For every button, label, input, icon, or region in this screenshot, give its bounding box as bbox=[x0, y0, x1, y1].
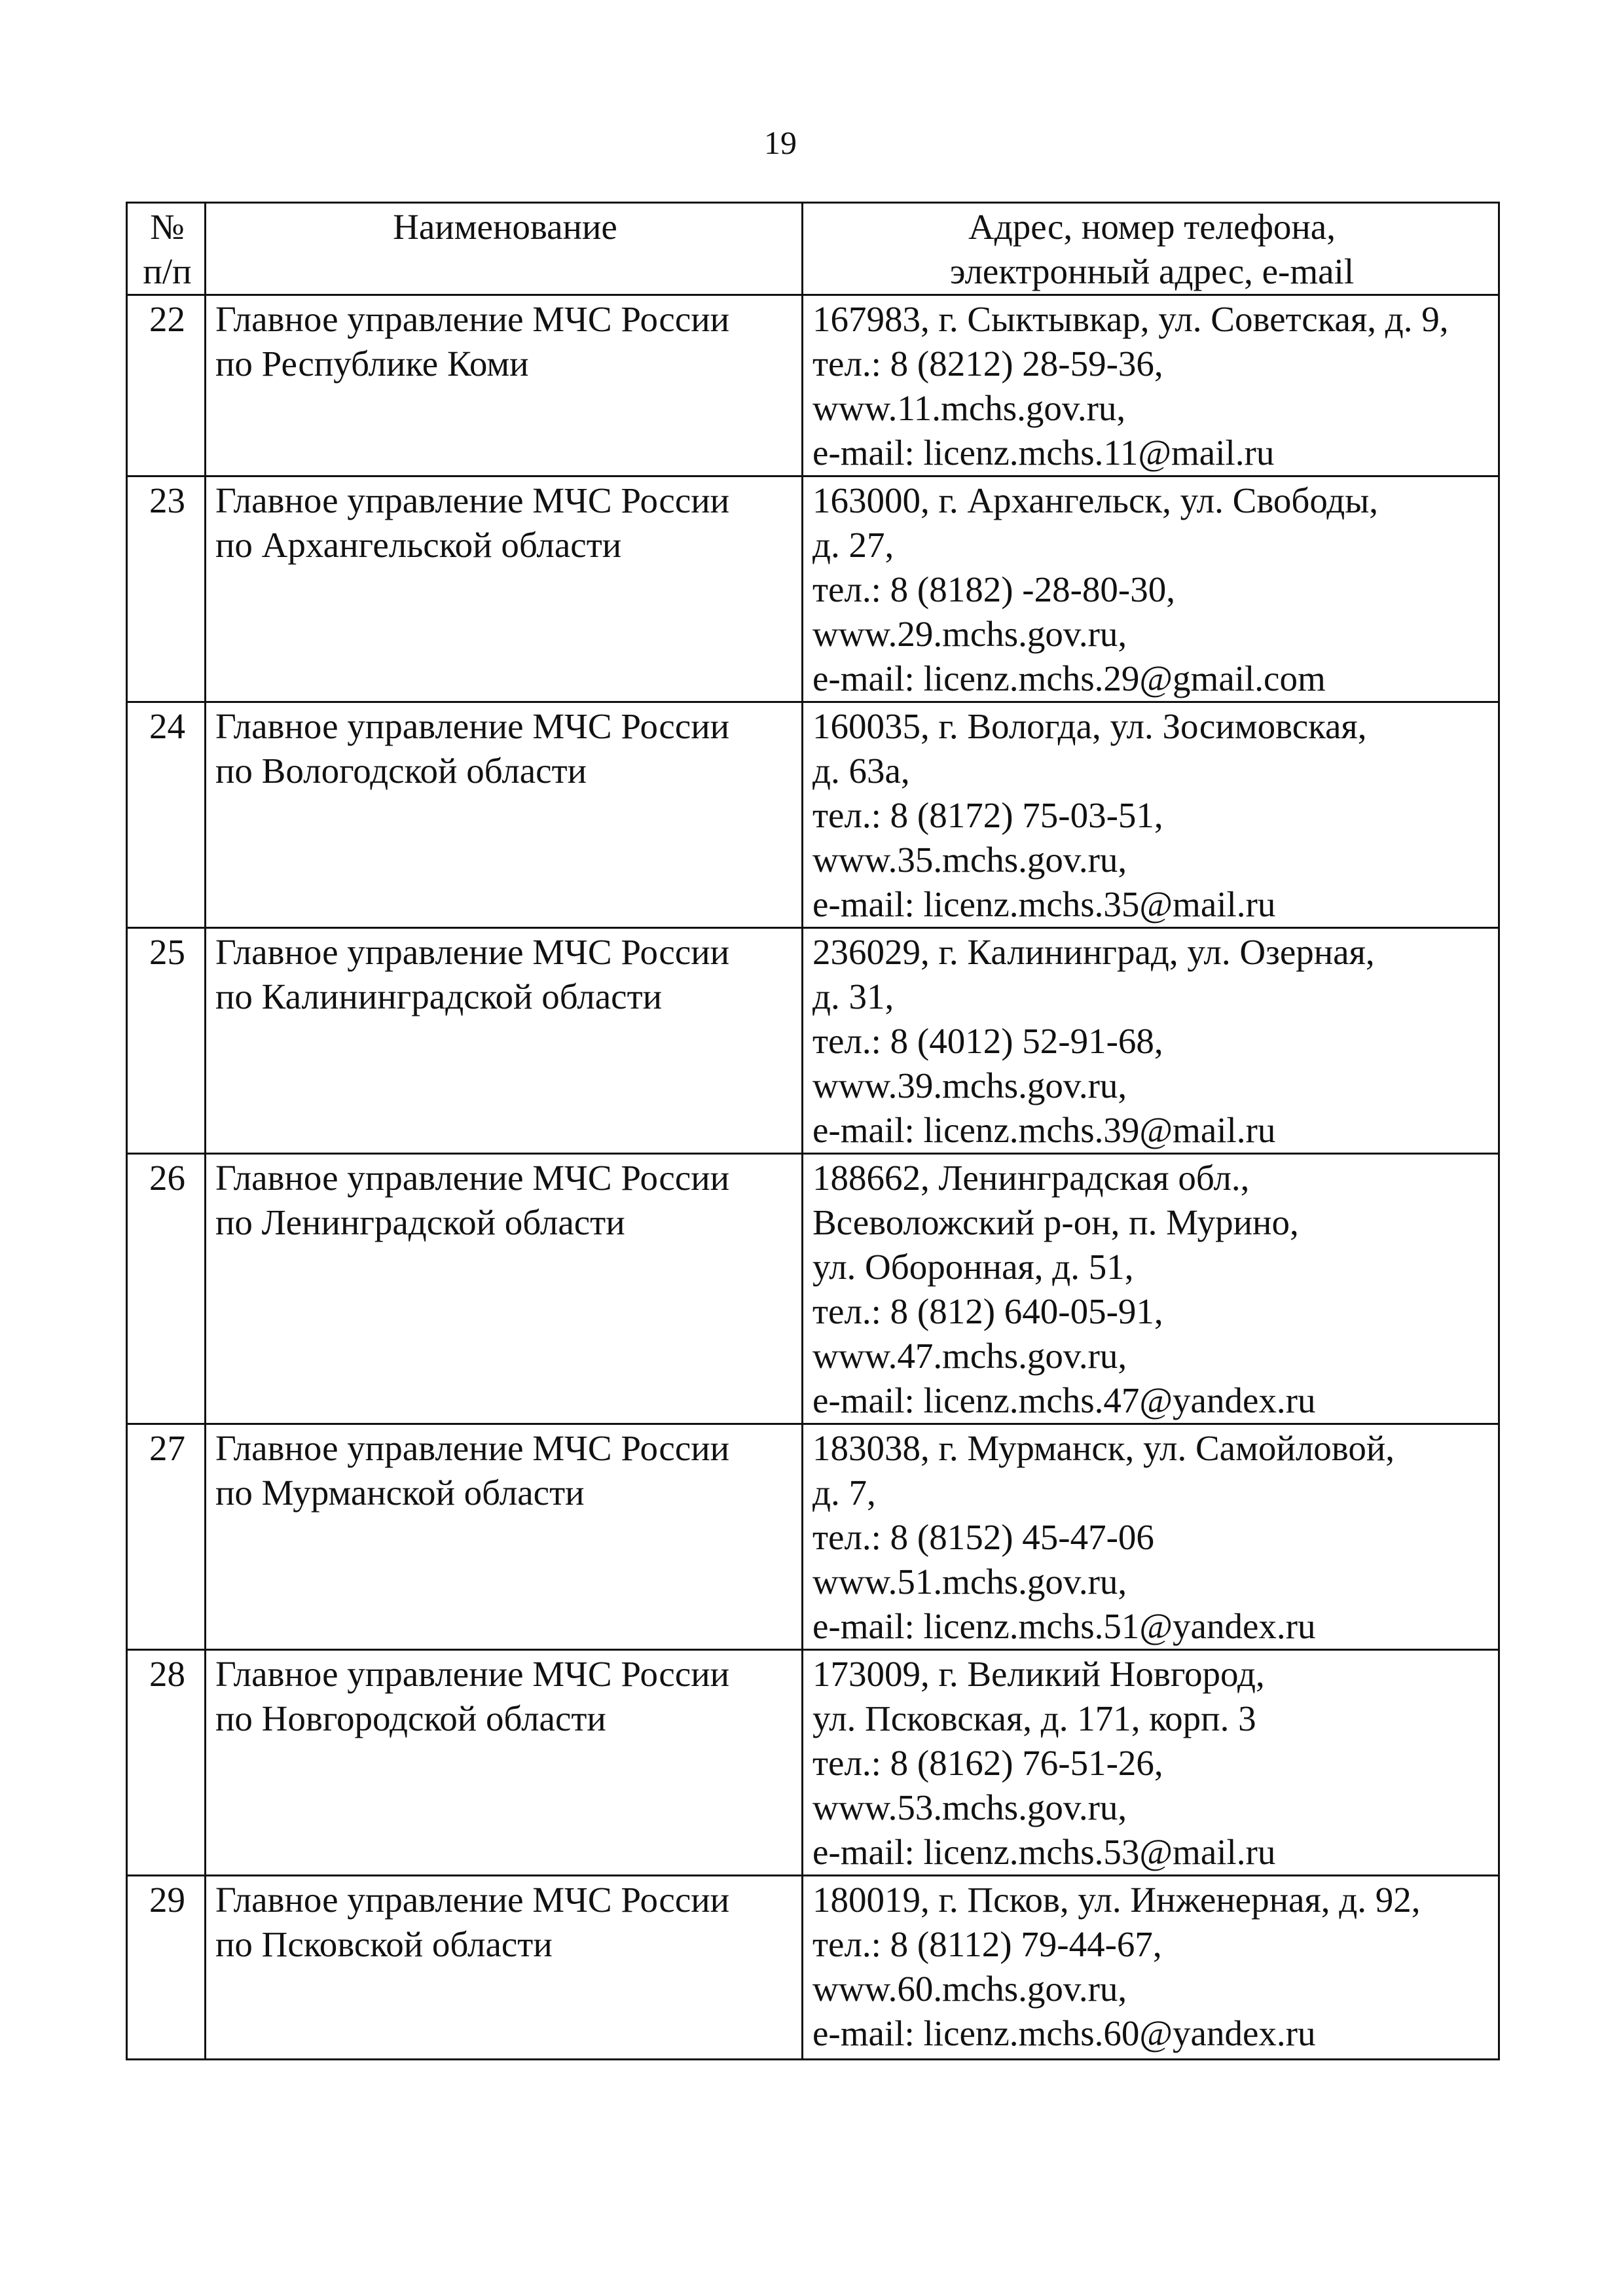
name-line: по Ленинградской области bbox=[215, 1202, 625, 1242]
website-link[interactable]: www.53.mchs.gov.ru, bbox=[812, 1787, 1127, 1827]
row-name bbox=[206, 928, 803, 1154]
name-line: Главное управление МЧС России bbox=[215, 480, 730, 520]
row-address bbox=[803, 702, 1499, 928]
row-number: 26 bbox=[127, 1154, 206, 1424]
name-line: Главное управление МЧС России bbox=[215, 299, 730, 339]
row-address bbox=[803, 1650, 1499, 1876]
name-line: Главное управление МЧС России bbox=[215, 1428, 730, 1468]
table-row bbox=[127, 295, 1499, 476]
address-line: д. 7, bbox=[812, 1473, 876, 1513]
website-link[interactable]: www.39.mchs.gov.ru, bbox=[812, 1066, 1127, 1105]
row-name bbox=[206, 1650, 803, 1876]
row-name bbox=[206, 1424, 803, 1650]
header-address bbox=[803, 203, 1499, 295]
address-line: 163000, г. Архангельск, ул. Свободы, bbox=[812, 480, 1378, 520]
row-number: 25 bbox=[127, 928, 206, 1154]
email-link[interactable]: e-mail: licenz.mchs.39@mail.ru bbox=[812, 1110, 1276, 1150]
name-line: Главное управление МЧС России bbox=[215, 932, 730, 972]
row-number: 27 bbox=[127, 1424, 206, 1650]
header-address-line: Адрес, номер телефона, bbox=[968, 207, 1336, 247]
table-header-row bbox=[127, 203, 1499, 295]
header-name-label: Наименование bbox=[393, 207, 617, 247]
address-line: д. 27, bbox=[812, 525, 894, 565]
email-link[interactable]: e-mail: licenz.mchs.51@yandex.ru bbox=[812, 1606, 1316, 1646]
header-number-line: № bbox=[150, 207, 185, 247]
row-number: 28 bbox=[127, 1650, 206, 1876]
address-line: тел.: 8 (4012) 52-91-68, bbox=[812, 1021, 1163, 1061]
address-line: тел.: 8 (812) 640-05-91, bbox=[812, 1291, 1163, 1331]
row-address bbox=[803, 928, 1499, 1154]
website-link[interactable]: www.35.mchs.gov.ru, bbox=[812, 840, 1127, 880]
name-line: по Мурманской области bbox=[215, 1473, 585, 1513]
header-number-line: п/п bbox=[143, 251, 192, 291]
email-link[interactable]: e-mail: licenz.mchs.60@yandex.ru bbox=[812, 2013, 1316, 2053]
address-line: 160035, г. Вологда, ул. Зосимовская, bbox=[812, 706, 1367, 746]
registry-table bbox=[126, 202, 1500, 2060]
website-link[interactable]: www.51.mchs.gov.ru, bbox=[812, 1562, 1127, 1602]
table-row bbox=[127, 1424, 1499, 1650]
header-number bbox=[127, 203, 206, 295]
row-name bbox=[206, 476, 803, 702]
name-line: Главное управление МЧС России bbox=[215, 706, 730, 746]
address-line: тел.: 8 (8172) 75-03-51, bbox=[812, 795, 1163, 835]
table-row bbox=[127, 1154, 1499, 1424]
table-row bbox=[127, 1650, 1499, 1876]
row-address bbox=[803, 1424, 1499, 1650]
address-line: 180019, г. Псков, ул. Инженерная, д. 92, bbox=[812, 1880, 1421, 1920]
address-line: д. 31, bbox=[812, 977, 894, 1016]
row-number: 24 bbox=[127, 702, 206, 928]
address-line: тел.: 8 (8212) 28-59-36, bbox=[812, 344, 1163, 384]
page-number: 19 bbox=[764, 124, 797, 161]
name-line: по Псковской области bbox=[215, 1924, 553, 1964]
row-number: 22 bbox=[127, 295, 206, 476]
row-number: 23 bbox=[127, 476, 206, 702]
row-name bbox=[206, 1154, 803, 1424]
address-line: 173009, г. Великий Новгород, bbox=[812, 1654, 1265, 1694]
table-row bbox=[127, 476, 1499, 702]
address-line: тел.: 8 (8182) -28-80-30, bbox=[812, 569, 1176, 609]
name-line: Главное управление МЧС России bbox=[215, 1880, 730, 1920]
email-link[interactable]: e-mail: licenz.mchs.35@mail.ru bbox=[812, 884, 1276, 924]
name-line: по Архангельской области bbox=[215, 525, 622, 565]
address-line: д. 63а, bbox=[812, 751, 910, 791]
row-number: 29 bbox=[127, 1876, 206, 2060]
website-link[interactable]: www.29.mchs.gov.ru, bbox=[812, 614, 1127, 654]
name-line: по Республике Коми bbox=[215, 344, 529, 384]
website-link[interactable]: www.11.mchs.gov.ru, bbox=[812, 388, 1126, 428]
row-address bbox=[803, 476, 1499, 702]
row-address bbox=[803, 1154, 1499, 1424]
row-address bbox=[803, 1876, 1499, 2060]
address-line: 183038, г. Мурманск, ул. Самойловой, bbox=[812, 1428, 1395, 1468]
table-row bbox=[127, 1876, 1499, 2060]
address-line: Всеволожский р-он, п. Мурино, bbox=[812, 1202, 1299, 1242]
row-name bbox=[206, 295, 803, 476]
row-name bbox=[206, 1876, 803, 2060]
address-line: 236029, г. Калининград, ул. Озерная, bbox=[812, 932, 1375, 972]
row-address bbox=[803, 295, 1499, 476]
address-line: 188662, Ленинградская обл., bbox=[812, 1158, 1250, 1198]
address-line: тел.: 8 (8112) 79-44-67, bbox=[812, 1924, 1162, 1964]
email-link[interactable]: e-mail: licenz.mchs.47@yandex.ru bbox=[812, 1380, 1316, 1420]
address-line: тел.: 8 (8162) 76-51-26, bbox=[812, 1743, 1163, 1783]
name-line: по Калининградской области bbox=[215, 977, 663, 1016]
name-line: Главное управление МЧС России bbox=[215, 1158, 730, 1198]
name-line: по Новгородской области bbox=[215, 1698, 606, 1738]
name-line: по Вологодской области bbox=[215, 751, 587, 791]
header-name bbox=[206, 203, 803, 295]
header-address-line: электронный адрес, e-mail bbox=[949, 251, 1355, 291]
address-line: тел.: 8 (8152) 45-47-06 bbox=[812, 1517, 1154, 1557]
address-line: ул. Псковская, д. 171, корп. 3 bbox=[812, 1698, 1256, 1738]
address-line: 167983, г. Сыктывкар, ул. Советская, д. 9, bbox=[812, 299, 1449, 339]
email-link[interactable]: e-mail: licenz.mchs.53@mail.ru bbox=[812, 1832, 1276, 1872]
website-link[interactable]: www.47.mchs.gov.ru, bbox=[812, 1336, 1127, 1376]
name-line: Главное управление МЧС России bbox=[215, 1654, 730, 1694]
email-link[interactable]: e-mail: licenz.mchs.29@gmail.com bbox=[812, 658, 1326, 698]
row-name bbox=[206, 702, 803, 928]
address-line: ул. Оборонная, д. 51, bbox=[812, 1247, 1134, 1287]
table-row bbox=[127, 928, 1499, 1154]
email-link[interactable]: e-mail: licenz.mchs.11@mail.ru bbox=[812, 433, 1275, 473]
table-row bbox=[127, 702, 1499, 928]
website-link[interactable]: www.60.mchs.gov.ru, bbox=[812, 1969, 1127, 2009]
